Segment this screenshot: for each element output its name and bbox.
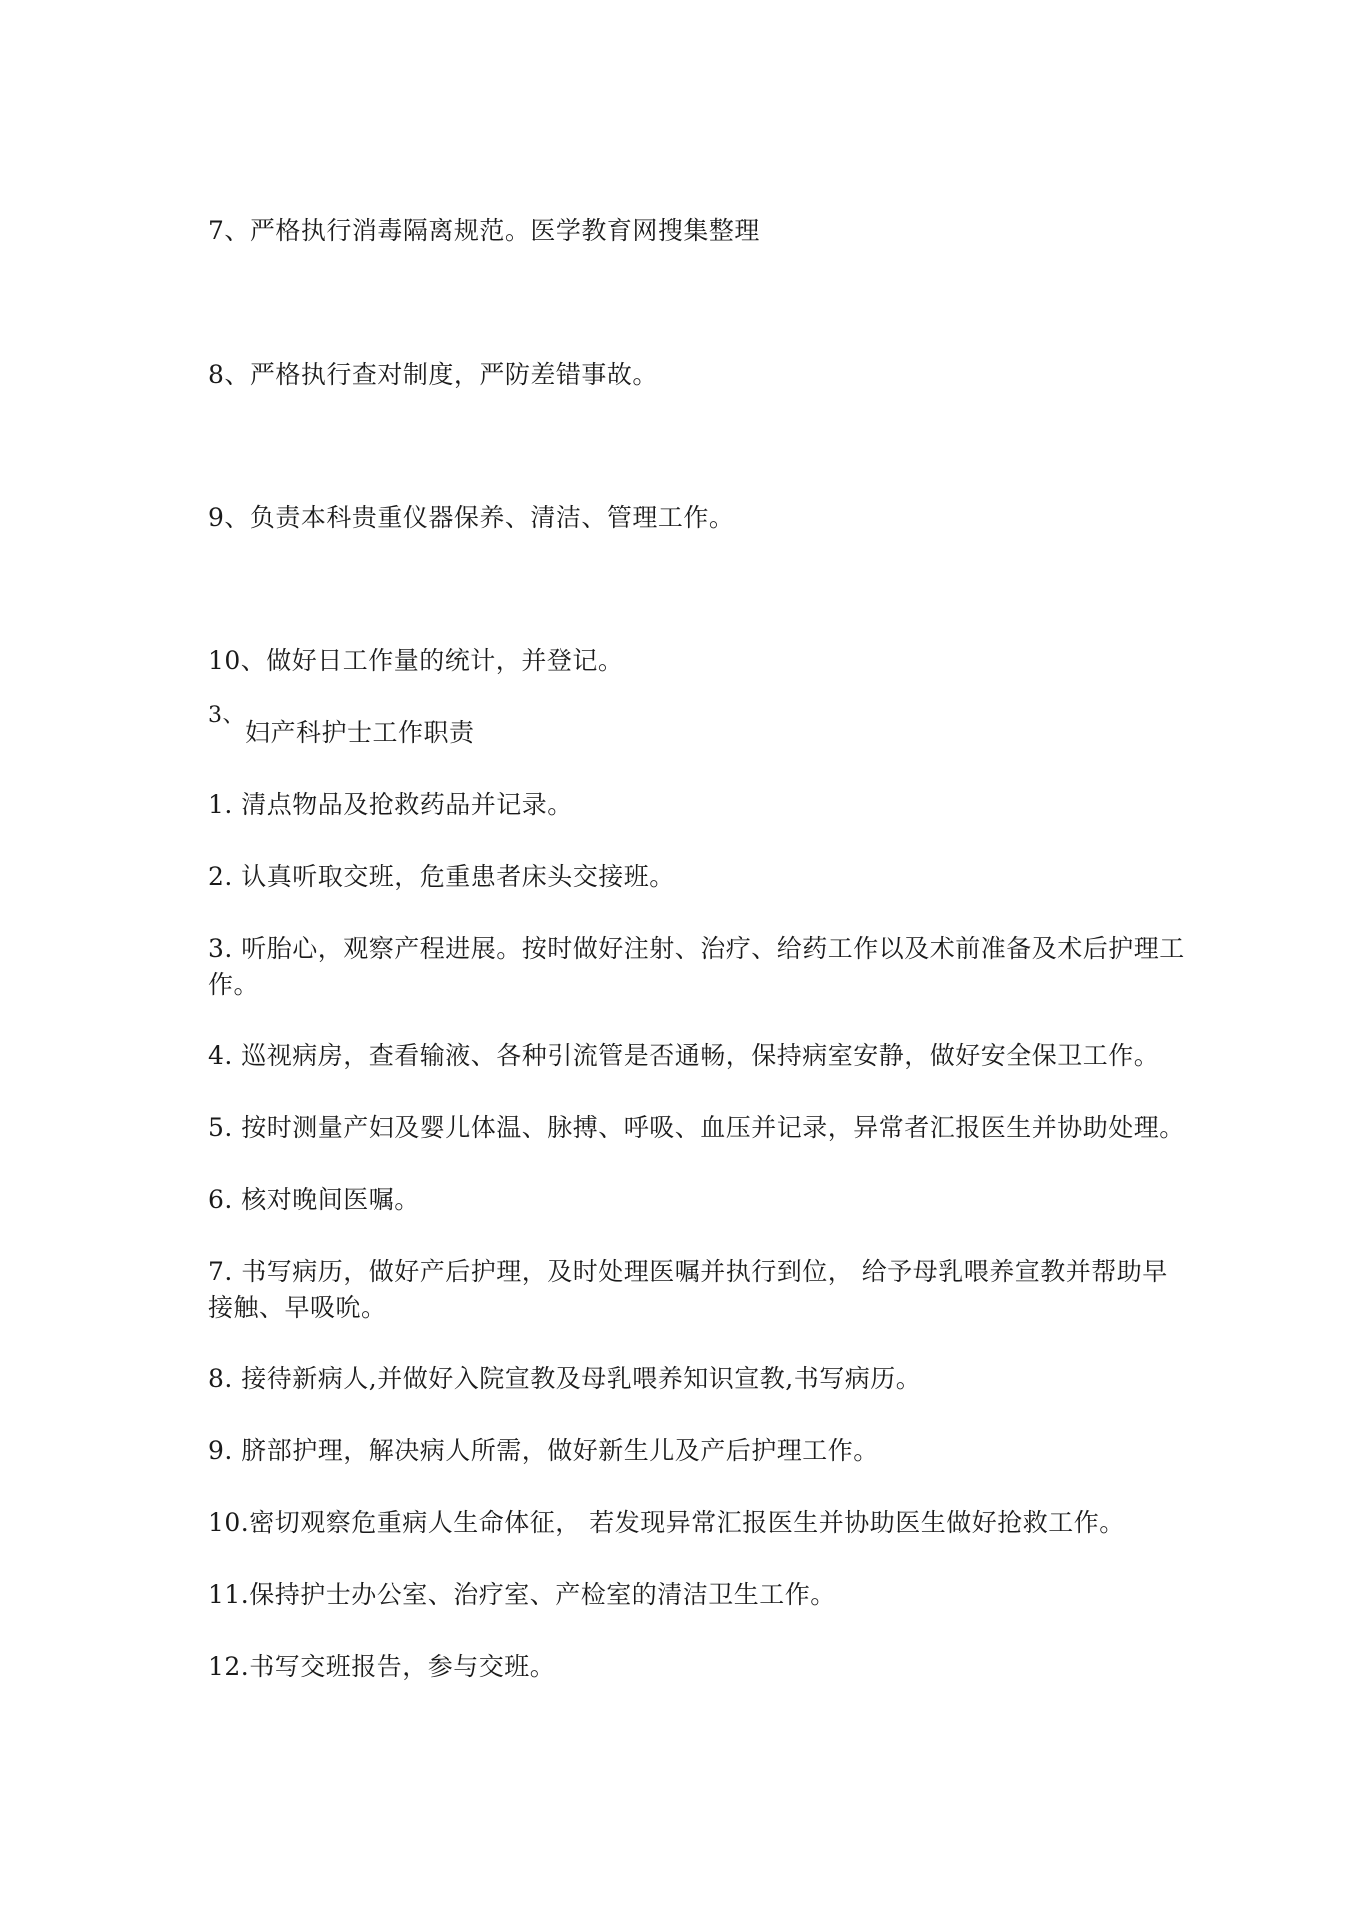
paragraph-item-7: 7、严格执行消毒隔离规范。医学教育网搜集整理 [208,216,760,245]
section-heading: 妇产科护士工作职责 [245,718,475,747]
paragraph-item-10: 10、做好日工作量的统计，并登记。 [208,646,624,675]
duty-item-9: 9. 脐部护理，解决病人所需，做好新生儿及产后护理工作。 [208,1436,879,1465]
duty-item-2: 2. 认真听取交班，危重患者床头交接班。 [208,862,675,891]
duty-item-5: 5. 按时测量产妇及婴儿体温、脉搏、呼吸、血压并记录，异常者汇报医生并协助处理。 [208,1113,1185,1142]
paragraph-item-8: 8、严格执行查对制度，严防差错事故。 [208,360,658,389]
section-number: 3、 [208,703,245,728]
paragraph-item-9: 9、负责本科贵重仪器保养、清洁、管理工作。 [208,503,735,532]
duty-item-6: 6. 核对晚间医嘱。 [208,1185,420,1214]
duty-item-12: 12.书写交班报告，参与交班。 [208,1652,556,1681]
duty-item-10: 10.密切观察危重病人生命体征， 若发现异常汇报医生并协助医生做好抢救工作。 [208,1508,1125,1537]
duty-item-8: 8. 接待新病人,并做好入院宣教及母乳喂养知识宣教,书写病历。 [208,1364,922,1393]
duty-item-7: 7. 书写病历，做好产后护理，及时处理医嘱并执行到位， 给予母乳喂养宣教并帮助早接触、早吸吮。 [208,1257,1168,1322]
duty-item-1: 1. 清点物品及抢救药品并记录。 [208,790,573,819]
duty-item-11: 11.保持护士办公室、治疗室、产检室的清洁卫生工作。 [208,1580,836,1609]
duty-item-3: 3. 听胎心，观察产程进展。按时做好注射、治疗、给药工作以及术前准备及术后护理工作。 [208,934,1185,999]
duty-item-4: 4. 巡视病房，查看输液、各种引流管是否通畅，保持病室安静，做好安全保卫工作。 [208,1041,1160,1070]
